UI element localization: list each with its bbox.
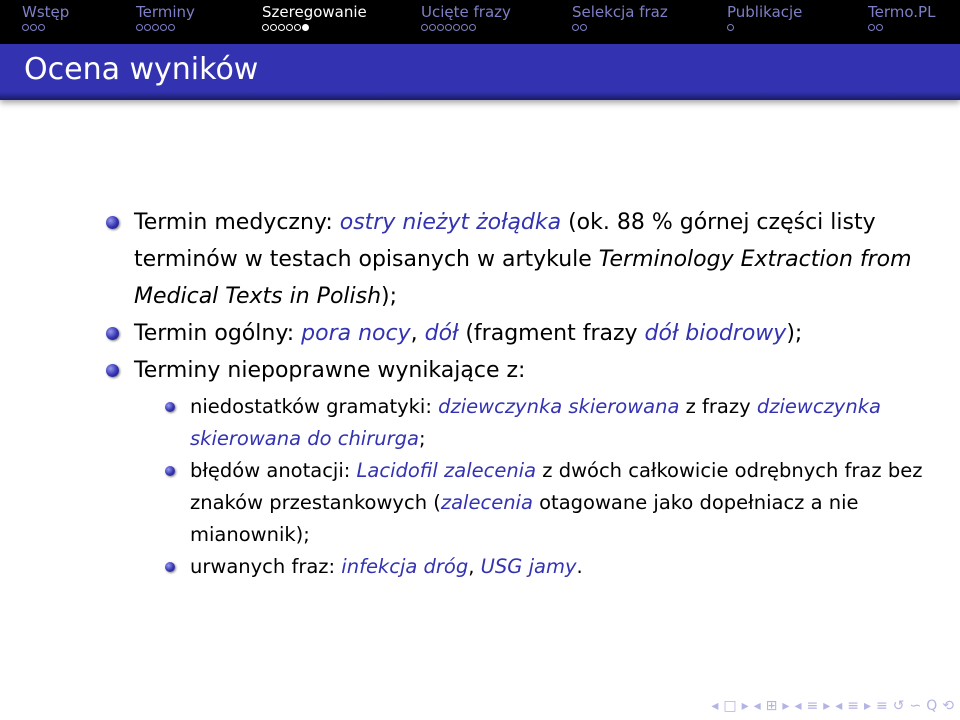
nav-frame-dot[interactable] — [22, 24, 29, 31]
text-run: z frazy — [679, 395, 757, 418]
nav-symbol-icon[interactable]: ∽ — [909, 698, 922, 714]
nav-symbol-icon[interactable]: ◂ — [794, 698, 802, 714]
nav-symbol-icon[interactable]: □ — [723, 698, 737, 714]
nav-symbol-icon[interactable]: ◂ — [835, 698, 843, 714]
section-navigation-bar — [0, 0, 960, 44]
nav-frame-dot[interactable] — [445, 24, 452, 31]
nav-symbol-icon[interactable]: ⟲ — [942, 698, 954, 714]
text-run: Termin medyczny: — [134, 210, 340, 235]
sub-bullet-item-text — [190, 395, 881, 450]
nav-section-label[interactable]: Selekcja fraz — [572, 3, 668, 21]
sub-bullet-item — [104, 455, 924, 551]
highlighted-phrase: infekcja dróg — [341, 555, 469, 578]
nav-section-dots — [22, 24, 45, 34]
text-run: błędów anotacji: — [190, 459, 357, 482]
slide-content — [104, 204, 924, 583]
nav-section-label[interactable]: Wstęp — [22, 3, 70, 21]
sub-bullet-ball-icon — [165, 562, 175, 572]
highlighted-phrase: dziewczynka skierowana do chirurga — [190, 395, 881, 450]
highlighted-phrase: dół — [424, 321, 459, 346]
nav-symbol-icon[interactable]: ↺ — [892, 698, 905, 714]
nav-section-label[interactable]: Termo.PL — [868, 3, 936, 21]
bullet-item — [104, 352, 924, 389]
nav-frame-dot[interactable] — [262, 24, 269, 31]
nav-symbol-icon[interactable]: ◂ — [711, 698, 719, 714]
nav-frame-dot[interactable] — [38, 24, 45, 31]
nav-section-dots — [136, 24, 175, 34]
sub-bullet-item — [104, 391, 924, 455]
nav-section-dots — [421, 24, 476, 34]
bullet-ball-icon — [106, 327, 119, 340]
nav-frame-dot[interactable] — [152, 24, 159, 31]
bullet-ball-icon — [106, 364, 119, 377]
nav-section-label[interactable]: Ucięte frazy — [421, 3, 511, 21]
bullet-ball-icon — [106, 216, 119, 229]
nav-section-label[interactable]: Publikacje — [727, 3, 803, 21]
nav-frame-dot[interactable] — [294, 24, 301, 31]
text-run: urwanych fraz: — [190, 555, 342, 578]
italic-title: Terminology Extraction from Medical Texts in Polish — [134, 247, 912, 309]
nav-symbol-icon[interactable]: ▸ — [823, 698, 831, 714]
nav-section-dots — [868, 24, 883, 34]
highlighted-phrase: dziewczynka skierowana — [438, 395, 680, 418]
nav-symbol-icon[interactable]: ▸ — [782, 698, 790, 714]
text-run: , — [410, 321, 425, 346]
nav-frame-dot[interactable] — [30, 24, 37, 31]
nav-frame-dot[interactable] — [136, 24, 143, 31]
text-run: ); — [381, 284, 398, 309]
highlighted-phrase: zalecenia — [440, 491, 533, 514]
nav-frame-dot[interactable] — [270, 24, 277, 31]
frame-title: Ocena wyników — [24, 52, 259, 87]
nav-symbol-icon[interactable]: ≡ — [847, 698, 859, 714]
nav-frame-dot[interactable] — [168, 24, 175, 31]
text-run: , — [468, 555, 481, 578]
highlighted-phrase: pora nocy — [301, 321, 411, 346]
nav-frame-dot[interactable] — [144, 24, 151, 31]
nav-frame-dot[interactable] — [580, 24, 587, 31]
nav-section-dots — [727, 24, 734, 34]
text-run: (fragment frazy — [458, 321, 645, 346]
nav-section-label[interactable]: Terminy — [136, 3, 195, 21]
nav-symbol-icon[interactable]: Q — [926, 698, 938, 714]
nav-frame-dot[interactable] — [876, 24, 883, 31]
nav-frame-dot[interactable] — [286, 24, 293, 31]
highlighted-phrase: ostry nieżyt żołądka — [339, 210, 562, 235]
text-run: Termin ogólny: — [134, 321, 302, 346]
nav-frame-dot[interactable] — [437, 24, 444, 31]
nav-symbol-icon[interactable]: ◂ — [753, 698, 761, 714]
sub-bullet-item — [104, 551, 924, 583]
nav-frame-dot[interactable] — [421, 24, 428, 31]
highlighted-phrase: USG jamy — [480, 555, 577, 578]
text-run: z dwóch całkowicie odrębnych fraz bez znaków przestankowych ( — [190, 459, 923, 514]
nav-frame-dot[interactable] — [302, 24, 309, 31]
bullet-item-text — [134, 321, 802, 346]
nav-section-label[interactable]: Szeregowanie — [262, 3, 367, 21]
nav-frame-dot[interactable] — [727, 24, 734, 31]
text-run: . — [576, 555, 583, 578]
nav-symbol-icon[interactable]: ≡ — [876, 698, 888, 714]
text-run: Terminy niepoprawne wynikające z: — [134, 358, 526, 383]
nav-frame-dot[interactable] — [278, 24, 285, 31]
sub-bullet-ball-icon — [165, 466, 175, 476]
sub-bullet-item-text — [190, 459, 922, 546]
nav-symbol-icon[interactable]: ▸ — [741, 698, 749, 714]
sub-bullet-list — [104, 391, 924, 583]
nav-frame-dot[interactable] — [868, 24, 875, 31]
nav-symbol-icon[interactable]: ▸ — [864, 698, 872, 714]
nav-section-dots — [572, 24, 587, 34]
bullet-item-text — [134, 358, 525, 383]
text-run: otagowane jako dopełniacz a nie mianownik); — [190, 491, 859, 546]
sub-bullet-ball-icon — [165, 402, 175, 412]
nav-frame-dot[interactable] — [429, 24, 436, 31]
nav-frame-dot[interactable] — [160, 24, 167, 31]
highlighted-phrase: Lacidofil zalecenia — [356, 459, 537, 482]
nav-frame-dot[interactable] — [461, 24, 468, 31]
nav-frame-dot[interactable] — [469, 24, 476, 31]
sub-bullet-item-text — [190, 555, 583, 578]
text-run: (ok. 88 % górnej części listy terminów w testach opisanych w artykule — [134, 210, 876, 272]
nav-frame-dot[interactable] — [453, 24, 460, 31]
frame-title-bar — [0, 44, 960, 100]
nav-frame-dot[interactable] — [572, 24, 579, 31]
nav-section-dots — [262, 24, 309, 34]
bullet-item-text — [134, 210, 912, 309]
text-run: ); — [786, 321, 803, 346]
nav-symbol-icon[interactable]: ≡ — [806, 698, 819, 714]
bullet-item — [104, 315, 924, 352]
text-run: ; — [418, 427, 426, 450]
bullet-item — [104, 204, 924, 315]
beamer-navigation-symbols[interactable] — [711, 698, 954, 714]
text-run: niedostatków gramatyki: — [190, 395, 439, 418]
nav-symbol-icon[interactable]: ⊞ — [765, 698, 778, 714]
highlighted-phrase: dół biodrowy — [644, 321, 787, 346]
